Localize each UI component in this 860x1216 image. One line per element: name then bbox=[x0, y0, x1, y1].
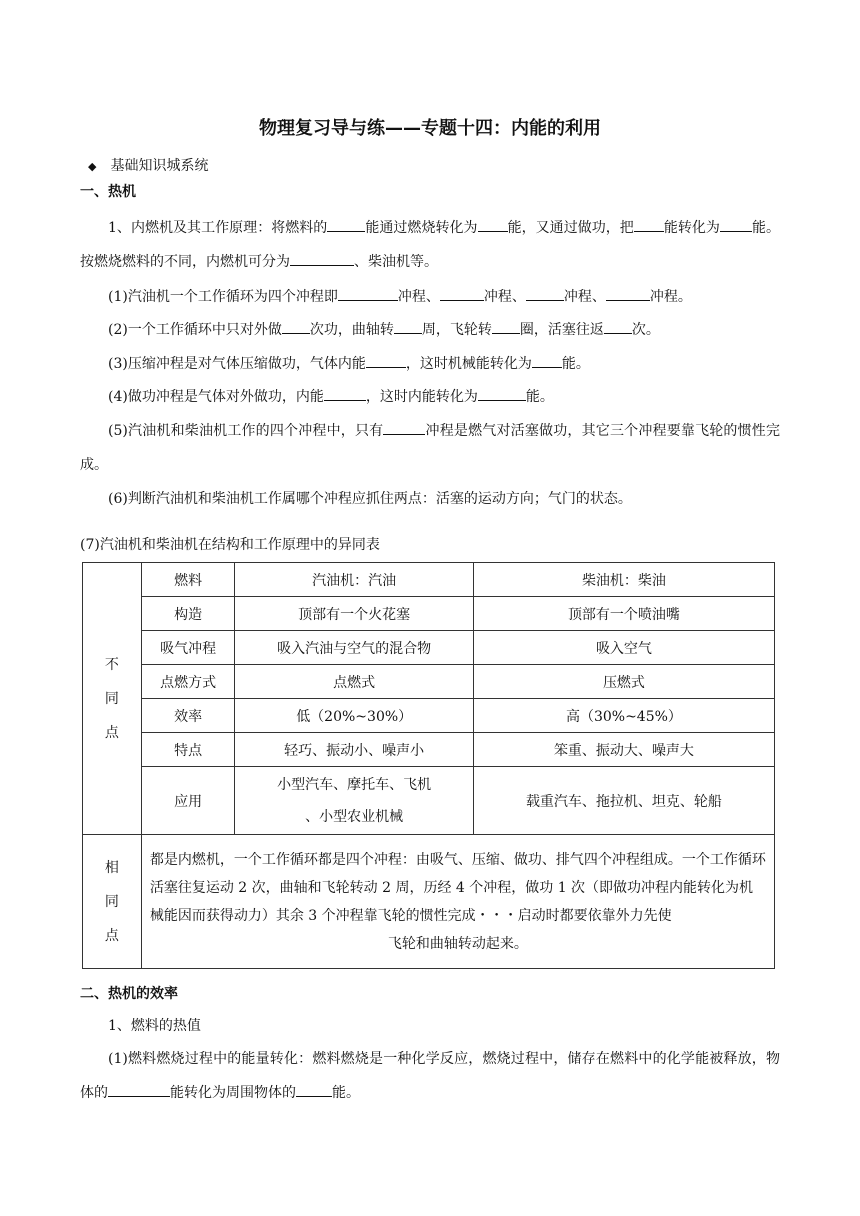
fill-blank bbox=[338, 285, 398, 301]
table-row bbox=[83, 699, 775, 733]
row-item: 燃料 bbox=[141, 563, 235, 597]
same-label: 相 同 点 bbox=[83, 835, 142, 969]
table-caption: (7)汽油机和柴油机在结构和工作原理中的异同表 bbox=[80, 537, 380, 553]
table-row bbox=[83, 835, 775, 969]
paragraph-6: (5)汽油机和柴油机工作的四个冲程中，只有 冲程是燃气对活塞做功，其它三个冲程要靠飞轮的惯性完成。 bbox=[80, 414, 780, 482]
row-item: 特点 bbox=[141, 733, 235, 767]
same-points-text: 都是内燃机，一个工作循环都是四个冲程：由吸气、压缩、做功、排气四个冲程组成。一个工作循环活塞往复运动 2 次，曲轴和飞轮转动 2 周，历经 4 个冲程，做功 1 次（即做功冲程内能转化为机械能因而获得动力）其余 3 个冲程靠飞轮的惯性完成・・・启动时都要依靠外力先使 飞轮和曲轴转动起来。 bbox=[141, 835, 774, 969]
row-item: 吸气冲程 bbox=[141, 631, 235, 665]
paragraph-4: (3)压缩冲程是对气体压缩做功，气体内能 ，这时机械能转化为 能。 bbox=[80, 347, 780, 381]
row-item: 构造 bbox=[141, 597, 235, 631]
fill-blank bbox=[604, 318, 632, 334]
fill-blank bbox=[532, 352, 562, 368]
row-item: 效率 bbox=[141, 699, 235, 733]
fill-blank bbox=[296, 1081, 332, 1097]
paragraph-5: (4)做功冲程是气体对外做功，内能 ，这时内能转化为 能。 bbox=[80, 380, 780, 414]
table-row bbox=[83, 665, 775, 699]
gas-cell: 汽油机：汽油 bbox=[235, 563, 473, 597]
subheading-heat-value: 1、燃料的热值 bbox=[108, 1018, 201, 1034]
fill-blank bbox=[108, 1081, 170, 1097]
comparison-table bbox=[82, 562, 775, 969]
fill-blank bbox=[634, 216, 664, 232]
row-item: 应用 bbox=[141, 767, 235, 835]
paragraph-3: (2)一个工作循环中只对外做 次功，曲轴转 周，飞轮转 圈，活塞往返 次。 bbox=[80, 313, 780, 347]
gas-cell: 轻巧、振动小、噪声小 bbox=[235, 733, 473, 767]
diesel-cell: 压燃式 bbox=[473, 665, 774, 699]
diesel-cell: 柴油机：柴油 bbox=[473, 563, 774, 597]
table-row bbox=[83, 733, 775, 767]
fill-blank bbox=[478, 385, 526, 401]
diesel-cell: 载重汽车、拖拉机、坦克、轮船 bbox=[473, 767, 774, 835]
fill-blank bbox=[440, 285, 484, 301]
heading-efficiency: 二、热机的效率 bbox=[80, 986, 178, 1002]
row-item: 点燃方式 bbox=[141, 665, 235, 699]
diesel-cell: 顶部有一个喷油嘴 bbox=[473, 597, 774, 631]
diesel-cell: 高（30%~45%） bbox=[473, 699, 774, 733]
fill-blank bbox=[327, 216, 365, 232]
table-row bbox=[83, 597, 775, 631]
gas-cell: 小型汽车、摩托车、飞机 、小型农业机械 bbox=[235, 767, 473, 835]
paragraph-7: (6)判断汽油机和柴油机工作属哪个冲程应抓住两点：活塞的运动方向；气门的状态。 bbox=[108, 491, 632, 507]
fill-blank bbox=[720, 216, 752, 232]
gas-cell: 吸入汽油与空气的混合物 bbox=[235, 631, 473, 665]
fill-blank bbox=[282, 318, 310, 334]
heading-heat-engine: 一、热机 bbox=[80, 184, 136, 200]
paragraph-2: (1)汽油机一个工作循环为四个冲程即 冲程、 冲程、 冲程、 冲程。 bbox=[80, 280, 780, 314]
fill-blank bbox=[383, 419, 425, 435]
diamond-bullet-icon: ◆ bbox=[88, 160, 97, 173]
fill-blank bbox=[290, 250, 354, 266]
section-heading: 基础知识城系统 bbox=[110, 158, 209, 174]
fill-blank bbox=[606, 285, 650, 301]
diff-label: 不 同 点 bbox=[83, 563, 142, 835]
gas-cell: 顶部有一个火花塞 bbox=[235, 597, 473, 631]
fill-blank bbox=[366, 352, 406, 368]
table-row bbox=[83, 767, 775, 835]
fill-blank bbox=[394, 318, 422, 334]
gas-cell: 点燃式 bbox=[235, 665, 473, 699]
table-row bbox=[83, 631, 775, 665]
fill-blank bbox=[478, 216, 508, 232]
paragraph-1: 1、内燃机及其工作原理：将燃料的 能通过燃烧转化为 能，又通过做功，把 能转化为 能。按燃烧燃料的不同，内燃机可分为 、柴油机等。 bbox=[80, 211, 780, 279]
paragraph-8: (1)燃料燃烧过程中的能量转化：燃料燃烧是一种化学反应，燃烧过程中，储存在燃料中的化学能被释放，物体的 能转化为周围物体的 能。 bbox=[80, 1051, 780, 1101]
section-heading-line bbox=[88, 156, 208, 177]
fill-blank bbox=[526, 285, 564, 301]
diesel-cell: 笨重、振动大、噪声大 bbox=[473, 733, 774, 767]
page-title: 物理复习导与练——专题十四：内能的利用 bbox=[259, 118, 601, 139]
fill-blank bbox=[492, 318, 520, 334]
fill-blank bbox=[324, 385, 366, 401]
diesel-cell: 吸入空气 bbox=[473, 631, 774, 665]
table-row bbox=[83, 563, 775, 597]
gas-cell: 低（20%~30%） bbox=[235, 699, 473, 733]
